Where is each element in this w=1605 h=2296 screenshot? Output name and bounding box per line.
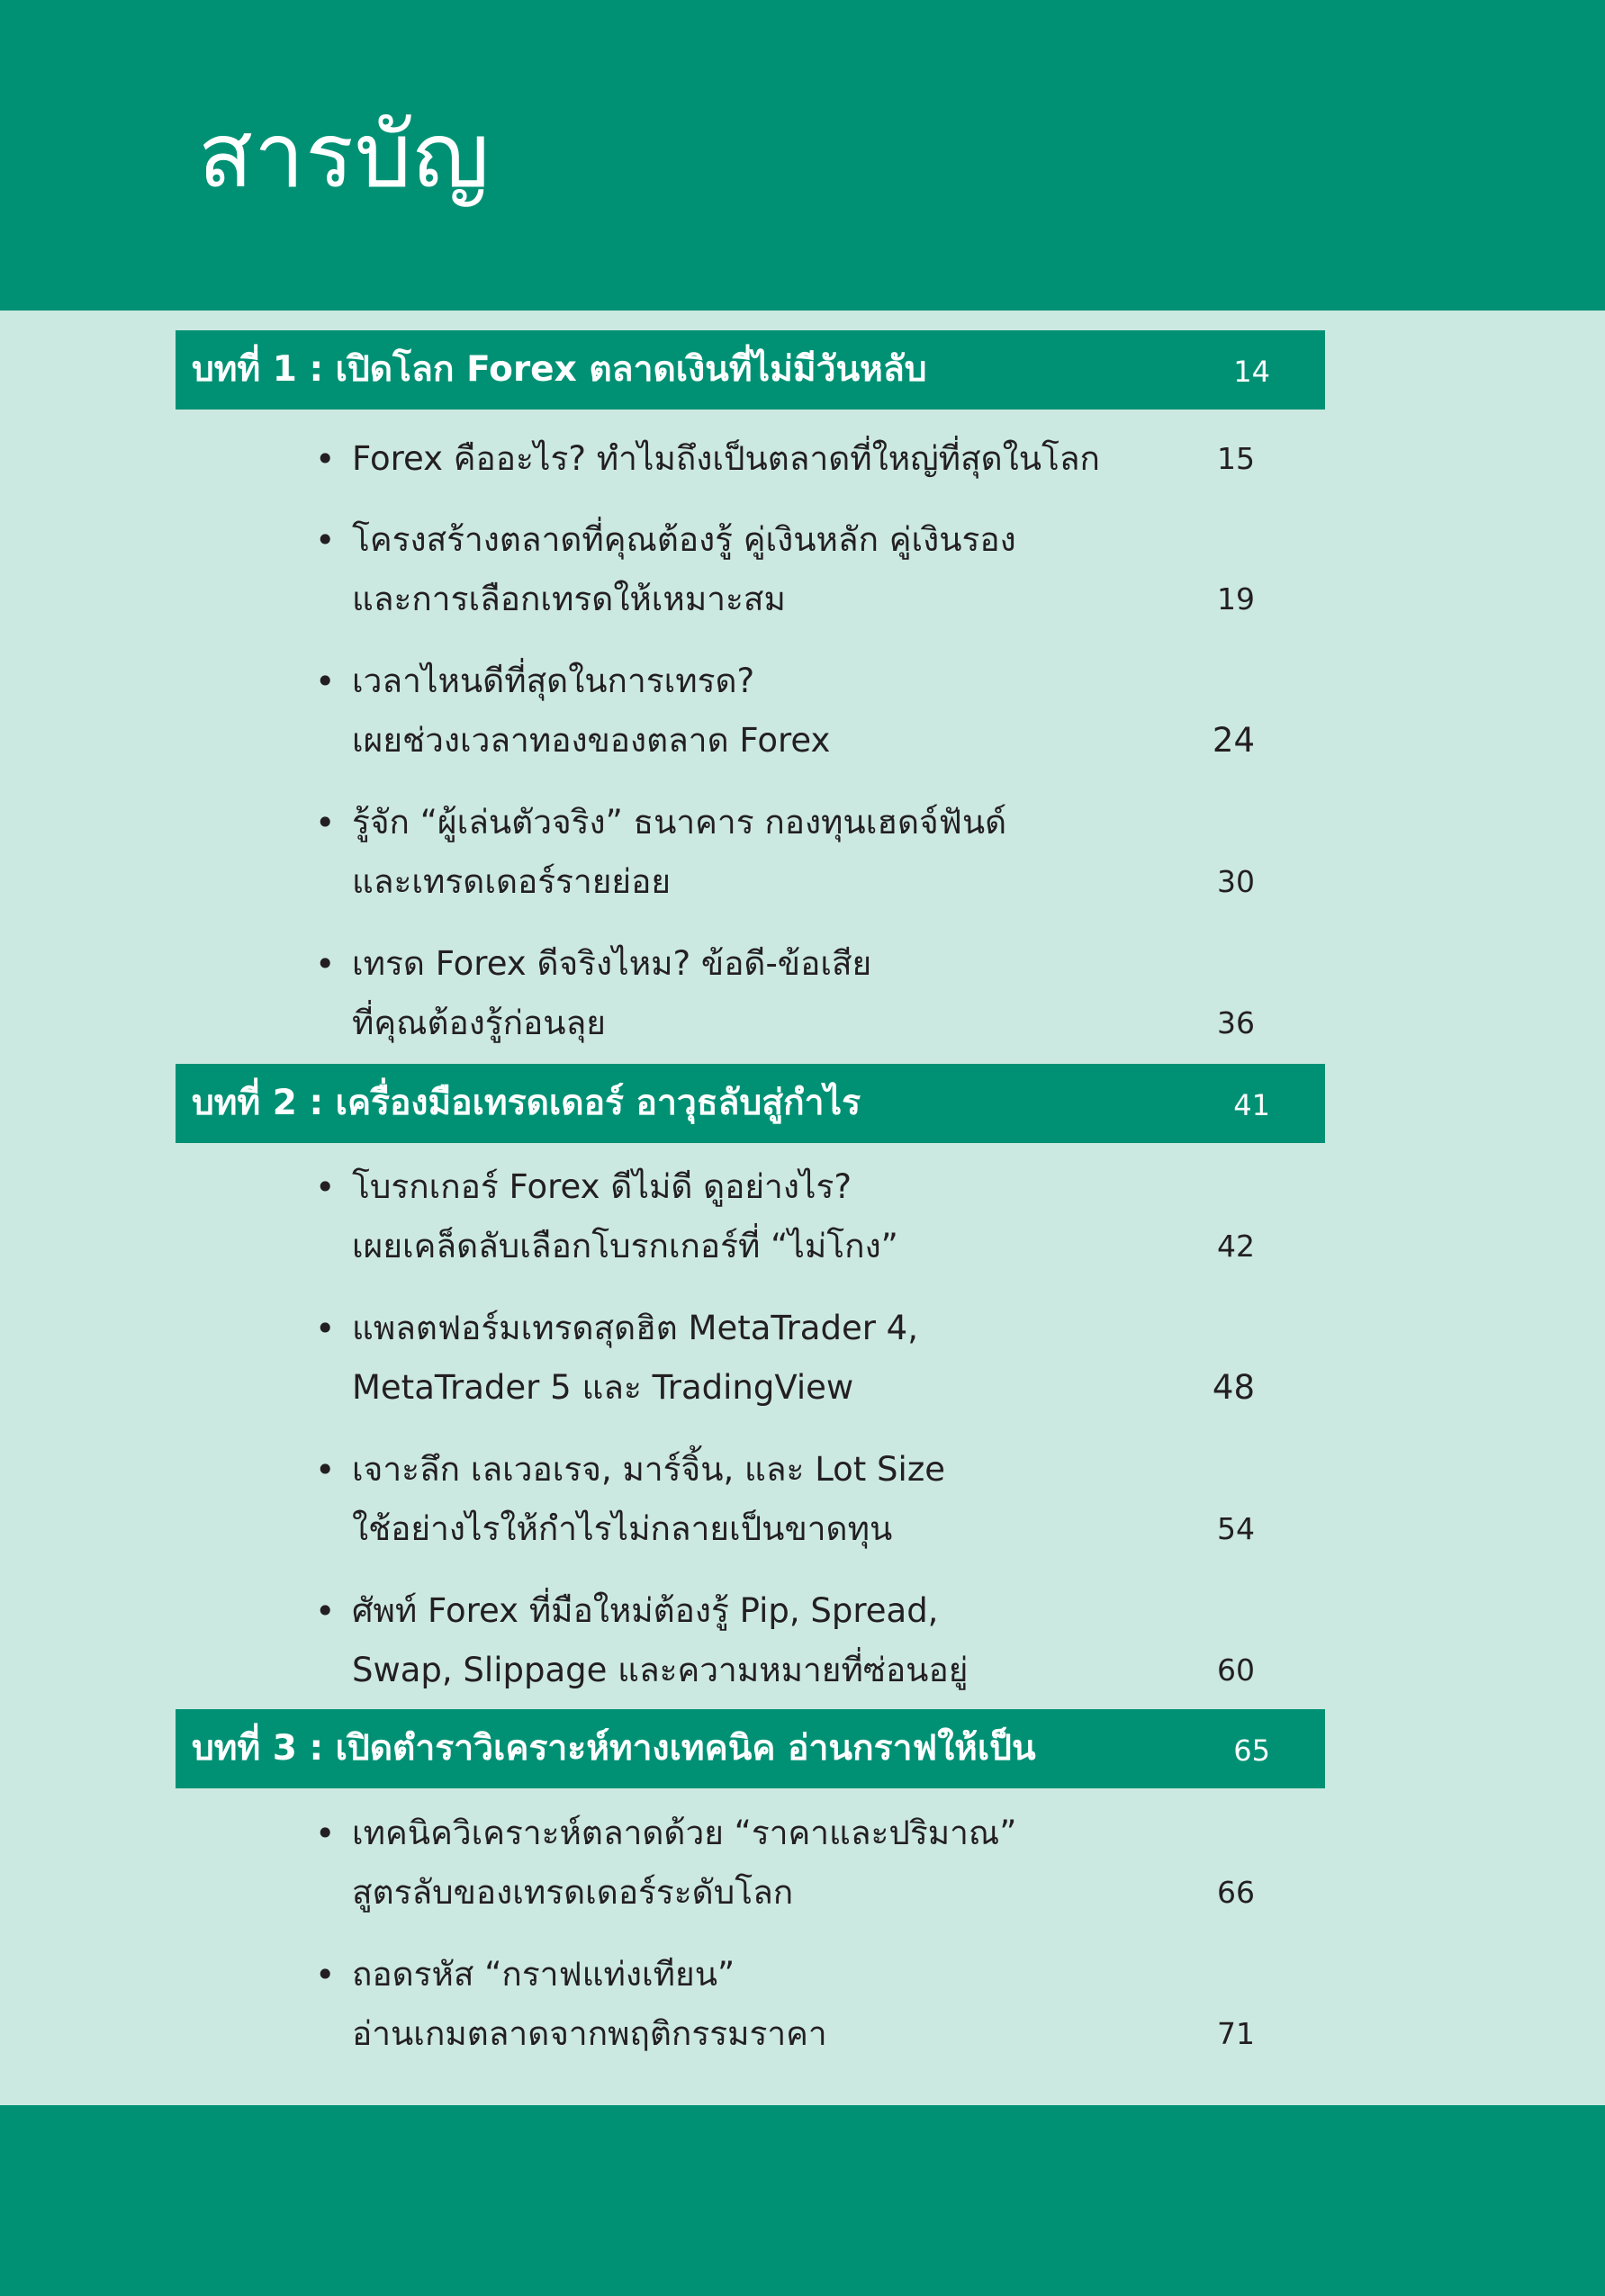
entry-page: 15 (1217, 441, 1255, 476)
bullet: • (315, 1814, 336, 1853)
entry-text: แพลตฟอร์มเทรดสุดฮิต MetaTrader 4, (352, 1309, 918, 1347)
chapter-2-title: บทที่ 2 : เครื่องมือเทรดเดอร์ อาวุธลับสู่กำไร (192, 1083, 861, 1123)
chapter-3-header[interactable] (176, 1709, 1325, 1788)
entry-text: MetaTrader 5 และ TradingView (352, 1368, 854, 1407)
chapter-1-header[interactable] (176, 330, 1325, 410)
entry-page: 54 (1217, 1511, 1255, 1546)
entry-page: 24 (1212, 721, 1255, 760)
chapter-3-title: บทที่ 3 : เปิดตำราวิเคราะห์ทางเทคนิค อ่านกราฟให้เป็น (192, 1728, 1036, 1769)
bullet: • (315, 662, 336, 701)
header-band (0, 0, 1605, 311)
entry-text: ศัพท์ Forex ที่มือใหม่ต้องรู้ Pip, Spread, (352, 1591, 939, 1630)
entry-page: 66 (1217, 1875, 1255, 1910)
entry-text: สูตรลับของเทรดเดอร์ระดับโลก (352, 1873, 794, 1912)
entry-text: Swap, Slippage และความหมายที่ซ่อนอยู่ (352, 1651, 969, 1689)
entry-text: เทคนิควิเคราะห์ตลาดด้วย “ราคาและปริมาณ” (352, 1814, 1017, 1852)
entry-text: เจาะลึก เลเวอเรจ, มาร์จิ้น, และ Lot Size (352, 1450, 946, 1489)
bullet: • (315, 944, 336, 984)
entry-text: อ่านเกมตลาดจากพฤติกรรมราคา (352, 2014, 827, 2053)
entry-text: โครงสร้างตลาดที่คุณต้องรู้ คู่เงินหลัก คู่เงินรอง (352, 520, 1016, 559)
entry-page: 30 (1217, 864, 1255, 899)
bullet: • (315, 1167, 336, 1207)
chapter-2-page: 41 (1233, 1088, 1270, 1122)
entry-text: ถอดรหัส “กราฟแท่งเทียน” (352, 1955, 735, 1994)
entry-text: และเทรดเดอร์รายย่อย (352, 862, 672, 901)
entry-page: 19 (1217, 581, 1255, 617)
entry-text: เทรด Forex ดีจริงไหม? ข้อดี-ข้อเสีย (352, 944, 872, 983)
bullet: • (315, 1591, 336, 1631)
bullet: • (315, 439, 336, 479)
chapter-2-header[interactable] (176, 1064, 1325, 1143)
entry-text: ใช้อย่างไรให้กำไรไม่กลายเป็นขาดทุน (352, 1509, 893, 1548)
entry-page: 42 (1217, 1229, 1255, 1264)
bullet: • (315, 1309, 336, 1348)
entry-text: รู้จัก “ผู้เล่นตัวจริง” ธนาคาร กองทุนเฮดจ์ฟันด์ (352, 803, 1007, 842)
entry-text: เผยช่วงเวลาทองของตลาด Forex (352, 721, 831, 760)
bullet: • (315, 803, 336, 842)
entry-text: ที่คุณต้องรู้ก่อนลุย (352, 1004, 606, 1042)
chapter-1-title: บทที่ 1 : เปิดโลก Forex ตลาดเงินที่ไม่มีวันหลับ (192, 349, 927, 390)
bullet: • (315, 1955, 336, 1994)
entry-text: เผยเคล็ดลับเลือกโบรกเกอร์ที่ “ไม่โกง” (352, 1227, 898, 1265)
bullet: • (315, 1450, 336, 1490)
entry-page: 36 (1217, 1005, 1255, 1040)
entry-text: Forex คืออะไร? ทำไมถึงเป็นตลาดที่ใหญ่ที่สุดในโลก (352, 439, 1100, 478)
entry-page: 48 (1212, 1368, 1255, 1407)
bullet: • (315, 520, 336, 560)
entry-page: 71 (1217, 2016, 1255, 2051)
entry-text: เวลาไหนดีที่สุดในการเทรด? (352, 662, 755, 700)
page-title: สารบัญ (198, 103, 491, 208)
entry-page: 60 (1217, 1652, 1255, 1688)
chapter-1-page: 14 (1233, 355, 1270, 389)
chapter-3-page: 65 (1233, 1733, 1270, 1768)
entry-text: และการเลือกเทรดให้เหมาะสม (352, 580, 786, 618)
footer-band (0, 2105, 1605, 2296)
entry-text: โบรกเกอร์ Forex ดีไม่ดี ดูอย่างไร? (352, 1167, 852, 1206)
